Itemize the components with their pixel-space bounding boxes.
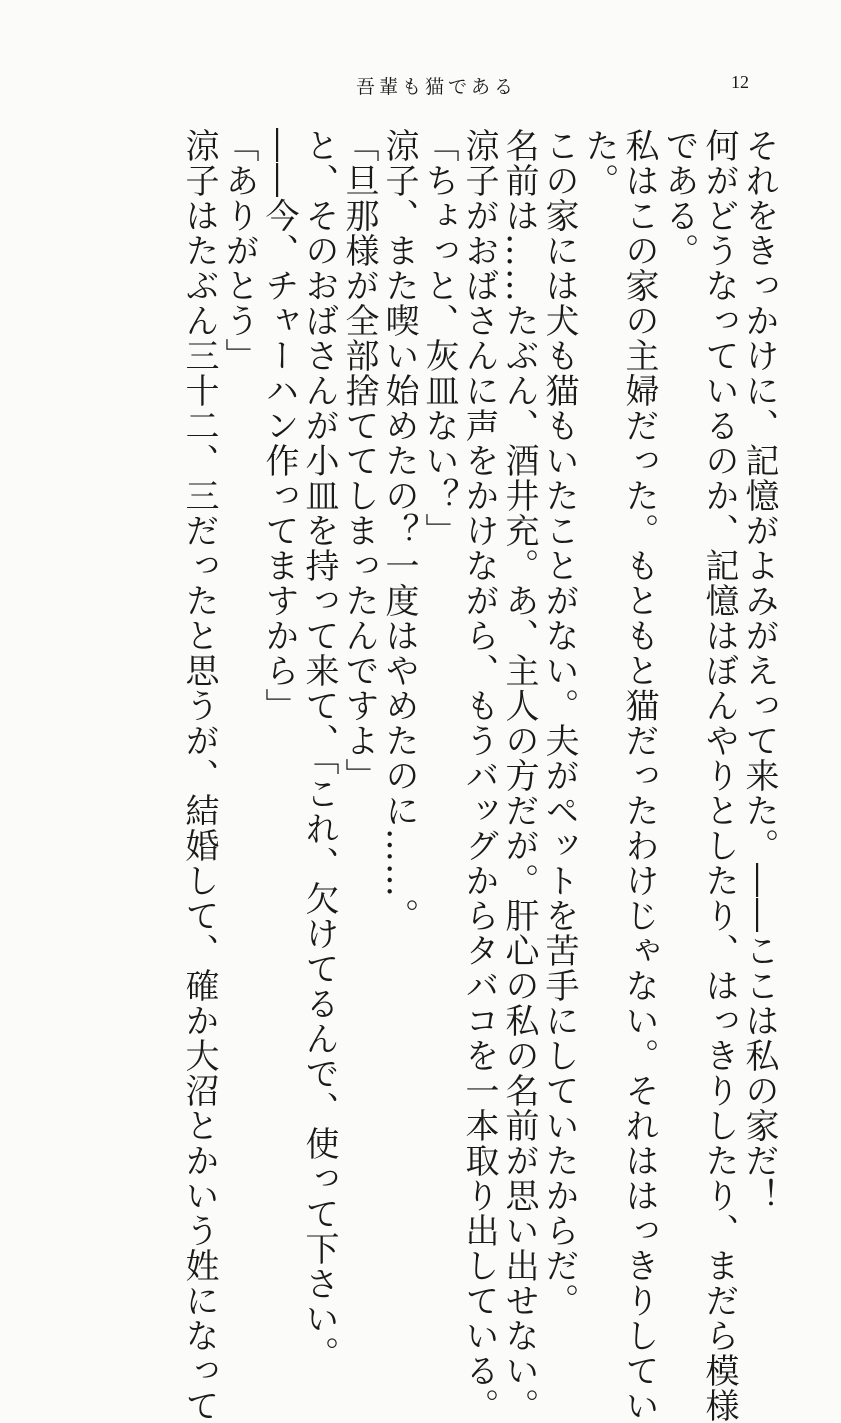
line-text: ――今、チャーハン作ってますから」 xyxy=(259,128,299,723)
text-line xyxy=(179,128,219,1423)
line-text: 名前は……たぶん、酒井充。あ、主人の方だが。肝心の私の名前が思い出せない。 xyxy=(499,128,539,1423)
line-text: 「旦那様が全部捨ててしまったんですよ」 xyxy=(339,128,379,793)
text-line xyxy=(259,128,299,1128)
running-title: 吾輩も猫である xyxy=(356,76,518,98)
novel-text xyxy=(179,128,779,1423)
text-line xyxy=(739,128,779,1213)
line-text: 涼子はたぶん三十二、三だったと思うが、結婚して、確か大沼とかいう姓になって xyxy=(179,128,219,1423)
text-line xyxy=(459,128,499,1423)
text-line xyxy=(299,128,339,1371)
line-text: 何がどうなっているのか、記憶はぼんやりとしたり、はっきりしたり、まだら模様 xyxy=(699,128,739,1423)
line-text: それをきっかけに、記憶がよみがえって来た。――ここは私の家だ！ xyxy=(739,128,779,1213)
text-line xyxy=(579,128,619,1128)
text-line xyxy=(619,128,659,1423)
text-line xyxy=(419,128,459,1128)
line-text: である。 xyxy=(659,128,699,268)
line-text: 私はこの家の主婦だった。もともと猫だったわけじゃない。それははっきりしてい xyxy=(619,128,659,1423)
line-text: 涼子がおばさんに声をかけながら、もうバッグからタバコを一本取り出している。 xyxy=(459,128,499,1423)
text-line xyxy=(699,128,739,1423)
line-text: た。 xyxy=(579,128,619,198)
text-line xyxy=(659,128,699,1128)
line-text: と、そのおばさんが小皿を持って来て、「これ、欠けてるんで、使って下さい。 xyxy=(299,128,339,1371)
page-number: 12 xyxy=(731,72,749,92)
text-line xyxy=(379,128,419,1128)
text-line xyxy=(539,128,579,1318)
text-line xyxy=(339,128,379,1128)
line-text: 「ありがとう」 xyxy=(219,128,259,373)
text-line xyxy=(219,128,259,1128)
line-text: この家には犬も猫もいたことがない。夫がペットを苦手にしていたからだ。 xyxy=(539,128,579,1318)
text-line xyxy=(499,128,539,1423)
line-text: 「ちょっと、灰皿ない？」 xyxy=(419,128,459,548)
line-text: 涼子、また喫い始めたの？一度はやめたのに……。 xyxy=(379,128,419,933)
